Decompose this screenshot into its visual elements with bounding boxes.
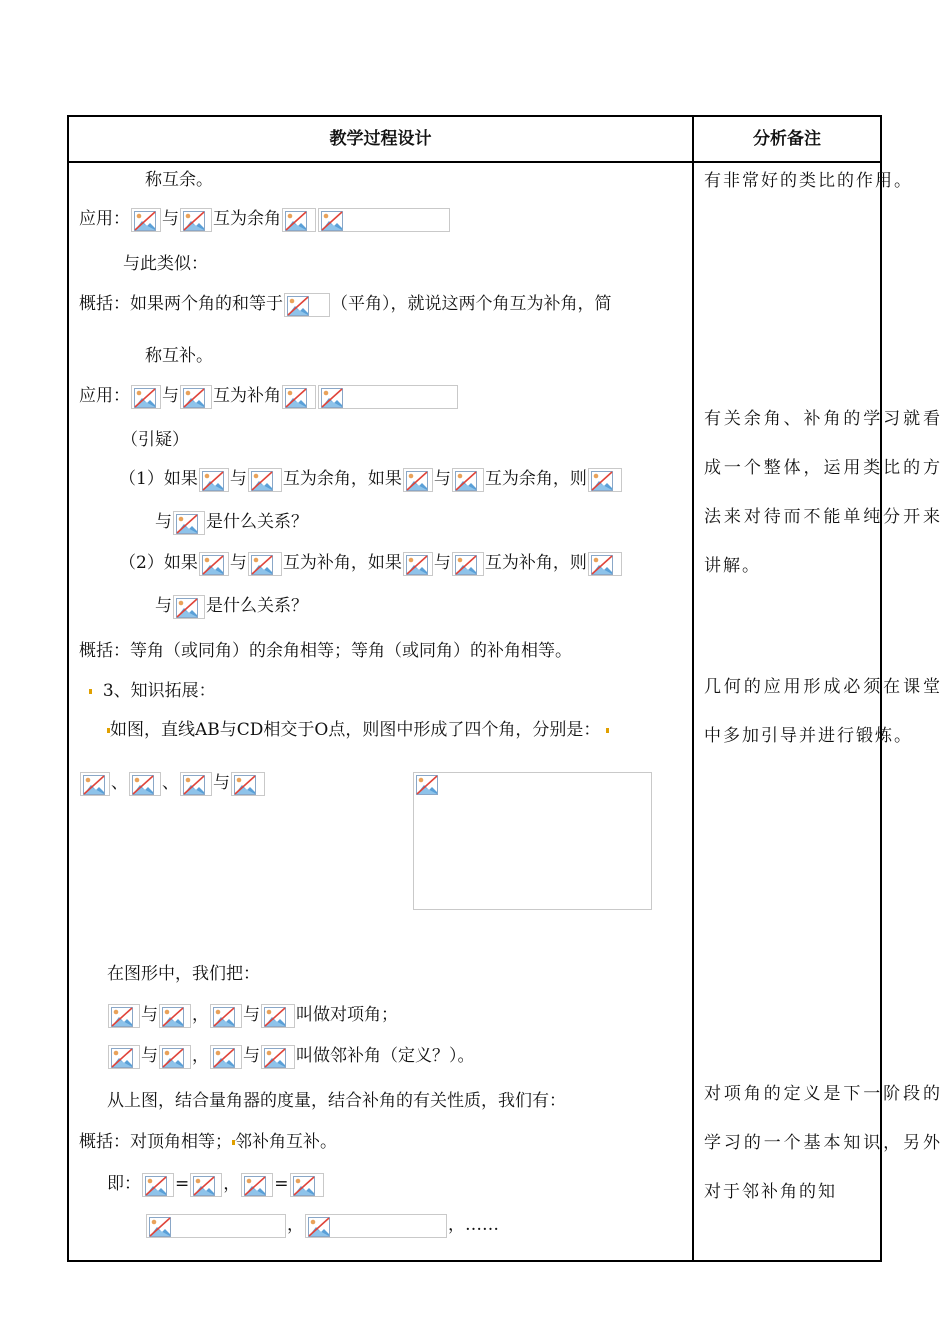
broken-image-icon [241,1173,273,1197]
broken-image-icon [318,385,458,409]
angle-list-line [79,771,266,795]
text-line [107,718,609,742]
line-text: 与 [155,512,172,532]
line-text: 、 [162,773,179,793]
line-text: ， [287,1215,304,1235]
broken-image-icon [248,552,282,576]
section-heading [89,679,216,703]
broken-image-icon [588,468,622,492]
broken-image-icon [129,772,161,796]
broken-image-icon [108,1004,140,1028]
line-text: （2）如果 [119,553,198,573]
text-line [123,252,208,276]
line-text: 互为补角 [213,386,281,406]
broken-image-icon [261,1004,295,1028]
broken-image-icon [588,552,622,576]
marker-dot [89,689,92,694]
line-text: ， [192,1046,209,1066]
application-line [79,207,451,231]
broken-image-icon [305,1214,447,1238]
equality-line-2 [145,1213,499,1237]
broken-image-icon [199,552,229,576]
line-text: 应用： [79,386,130,406]
line-text: 3、知识拓展： [102,681,216,701]
broken-image-icon [231,772,265,796]
note-complementary: 有关余角、补角的学习就看成一个整体，运用类比的方法来对待而不能单纯分开来讲解。 [704,409,942,576]
line-text: 从上图，结合量角器的度量，结合补角的有关性质，我们有： [107,1091,566,1111]
line-text: 应用： [79,209,130,229]
line-text: 与 [229,469,247,489]
broken-image-icon [142,1173,174,1197]
line-text: 概括：等角（或同角）的余角相等；等角（或同角）的补角相等。 [79,641,572,661]
line-text: 与 [433,553,451,573]
line-text: ， [192,1005,209,1025]
adjacent-angles-line [107,1044,475,1068]
question-line-1b [155,510,308,534]
broken-image-icon [131,208,161,232]
summary-line [79,1130,337,1154]
summary-line [79,292,612,316]
line-text: = [274,1174,289,1194]
broken-image-icon [180,772,212,796]
broken-image-icon [403,552,433,576]
line-text: ，…… [448,1215,499,1235]
broken-image-icon [159,1045,191,1069]
broken-image-icon [180,208,212,232]
line-text: 叫做对项角； [296,1005,398,1025]
text-line [145,344,213,368]
broken-image-icon [131,385,161,409]
line-text: 与 [141,1005,158,1025]
equality-line [107,1172,325,1196]
broken-image-icon [282,208,316,232]
marker-dot [606,728,609,733]
line-text: （平角），就说这两个角互为补角，简 [331,294,612,314]
broken-image-icon [108,1045,140,1069]
header-teaching-process: 教学过程设计 [329,129,432,149]
header-analysis-notes: 分析备注 [753,129,821,149]
line-text: 概括：对顶角相等； [79,1132,232,1152]
broken-image-icon [173,511,205,535]
line-text: 互为补角，则 [484,553,587,573]
application-line [79,384,459,408]
line-text: = [175,1174,190,1194]
note-analogy: 有非常好的类比的作用。 [704,171,913,191]
line-text: 互为余角 [213,209,281,229]
broken-image-icon [80,772,110,796]
line-text: （1）如果 [119,469,198,489]
line-text: 概括：如果两个角的和等于 [79,294,283,314]
line-text: 互为余角，如果 [282,469,402,489]
line-text: 与 [243,1046,260,1066]
line-text: 是什么关系？ [206,596,308,616]
question-line-1 [119,467,623,491]
broken-image-icon [210,1045,242,1069]
line-text: 与 [433,469,451,489]
broken-image-icon [146,1214,286,1238]
note-vertical-angles: 对项角的定义是下一阶段的学习的一个基本知识，另外对于邻补角的知 [704,1084,942,1202]
question-line-2 [119,551,623,575]
note-application: 几何的应用形成必须在课堂中多加引导并进行锻炼。 [704,677,942,746]
broken-image-icon [210,1004,242,1028]
line-text: （引疑） [121,430,189,450]
line-text: 与 [162,386,179,406]
broken-image-icon [199,468,229,492]
text-line [107,1089,566,1113]
line-text: 即： [107,1174,141,1194]
broken-image-icon [452,552,484,576]
line-text: ， [223,1174,241,1194]
line-text: 叫做邻补角（定义？）。 [296,1046,475,1066]
text-line [121,428,189,452]
question-line-2b [155,594,308,618]
line-text: 与 [213,773,230,793]
line-text: 与 [162,209,179,229]
line-text: 与此类似： [123,254,208,274]
line-text: 称互余。 [145,170,213,190]
broken-image-icon [284,293,330,317]
text-line [107,962,260,986]
broken-image-icon [452,468,484,492]
broken-image-icon [248,468,282,492]
broken-image-icon [403,468,433,492]
line-text: 互为余角，则 [484,469,587,489]
broken-image-icon [180,385,212,409]
broken-image-icon [290,1173,324,1197]
broken-image-icon [173,595,205,619]
broken-image-icon [282,385,316,409]
vertical-angles-line [107,1003,398,1027]
intersecting-lines-figure [413,772,652,910]
lesson-table [67,115,942,1262]
column-divider [692,117,694,1260]
line-text: 与 [229,553,247,573]
line-text: 是什么关系？ [206,512,308,532]
broken-image-icon [159,1004,191,1028]
broken-image-icon [318,208,450,232]
line-text: 与 [141,1046,158,1066]
line-text: 邻补角互补。 [235,1132,337,1152]
line-text: 称互补。 [145,346,213,366]
broken-image-icon [261,1045,295,1069]
broken-image-icon [190,1173,222,1197]
line-text: 在图形中，我们把： [107,964,260,984]
summary-line [79,639,572,663]
text-line [145,168,213,192]
line-text: 互为补角，如果 [282,553,402,573]
line-text: 与 [155,596,172,616]
line-text: 如图，直线AB与CD相交于O点，则图中形成了四个角，分别是： [110,720,601,740]
line-text: 、 [111,773,128,793]
line-text: 与 [243,1005,260,1025]
